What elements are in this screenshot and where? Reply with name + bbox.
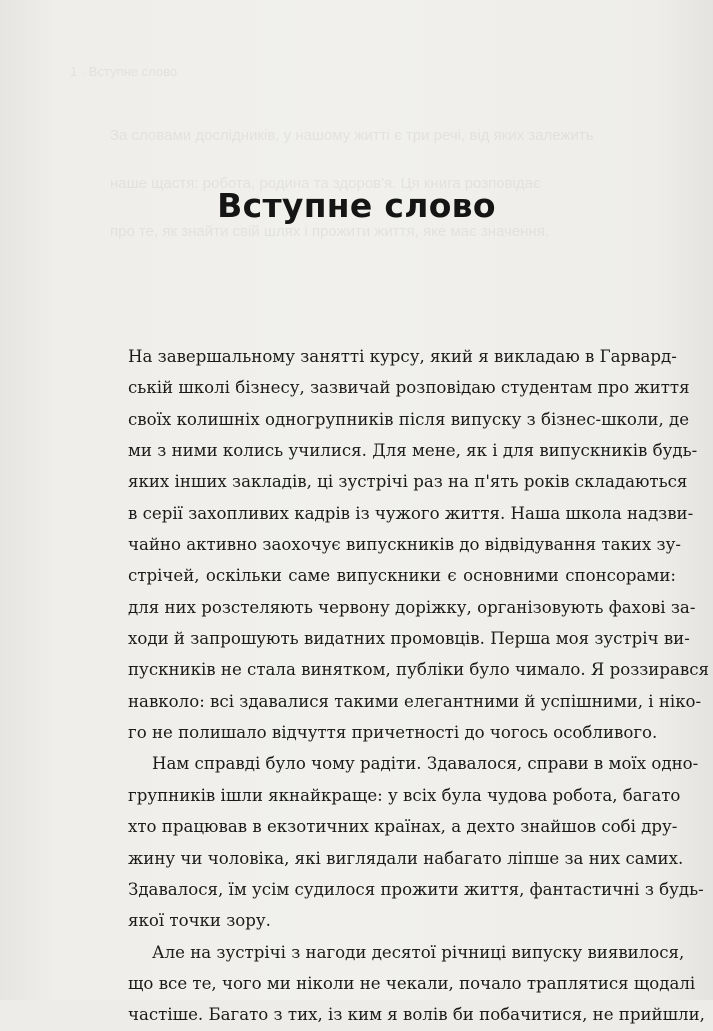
show-through-header: 1 · Вступне слово <box>70 64 178 79</box>
text-line: Але на зустрічі з нагоди десятої річниці випуску виявилося, <box>152 942 685 962</box>
text-line: ми з ними колись училися. Для мене, як і для випускників будь- <box>128 441 698 461</box>
text-line: ходи й запрошують видатних промовців. Перша моя зустріч ви- <box>128 629 690 649</box>
text-line: групників ішли якнайкраще: у всіх була чудова робота, багато <box>128 785 681 805</box>
text-line: жину чи чоловіка, які виглядали набагато ліпше за них самих. <box>128 848 684 868</box>
paragraph <box>128 341 709 748</box>
text-line: що все те, чого ми ніколи не чекали, почало траплятися щодалі <box>128 973 696 993</box>
text-line: пускників не стала винятком, публіки було чимало. Я роззирався <box>128 660 709 680</box>
text-line: ській школі бізнесу, зазвичай розповідаю студентам про життя <box>128 378 690 398</box>
show-through-line: наше щастя: робота, родина та здоров'я. Ця книга розповідає <box>110 175 541 192</box>
text-line: для них розстеляють червону доріжку, організовують фахові за- <box>128 597 696 617</box>
text-line: якої точки зору. <box>128 911 271 931</box>
text-line: стрічей, оскільки саме випускники є основними спонсорами: <box>128 566 676 586</box>
paragraph <box>128 748 704 936</box>
text-line: навколо: всі здавалися такими елегантними й успішними, і ніко- <box>128 691 702 711</box>
text-line: частіше. Багато з тих, із ким я волів би побачитися, не прийшли, <box>128 1005 705 1025</box>
text-line: чайно активно заохочує випускників до відвідування таких зу- <box>128 535 681 555</box>
text-line: в серії захопливих кадрів із чужого життя. Наша школа надзви- <box>128 503 694 523</box>
chapter-title: Вступне слово <box>217 186 496 225</box>
body-text <box>128 341 709 1031</box>
text-line: яких інших закладів, ці зустрічі раз на п'ять років складаються <box>128 472 688 492</box>
show-through-line: За словами дослідників, у нашому житті є три речі, від яких залежить <box>110 127 594 144</box>
text-line: Нам справді було чому радіти. Здавалося, справи в моїх одно- <box>152 754 699 774</box>
text-line: На завершальному занятті курсу, який я викладаю в Гарвард- <box>128 347 677 366</box>
show-through-line: про те, як знайти свій шлях і прожити життя, яке має значення. <box>110 223 550 240</box>
text-line: го не полишало відчуття причетності до чогось особливого. <box>128 723 658 743</box>
text-line: хто працював в екзотичних країнах, а дехто знайшов собі дру- <box>128 817 678 837</box>
text-line: Здавалося, їм усім судилося прожити життя, фантастичні з будь- <box>128 879 704 899</box>
show-through-text <box>70 60 690 268</box>
paragraph <box>128 937 705 1031</box>
text-line: своїх колишніх одногрупників після випуску з бізнес-школи, де <box>128 409 690 429</box>
